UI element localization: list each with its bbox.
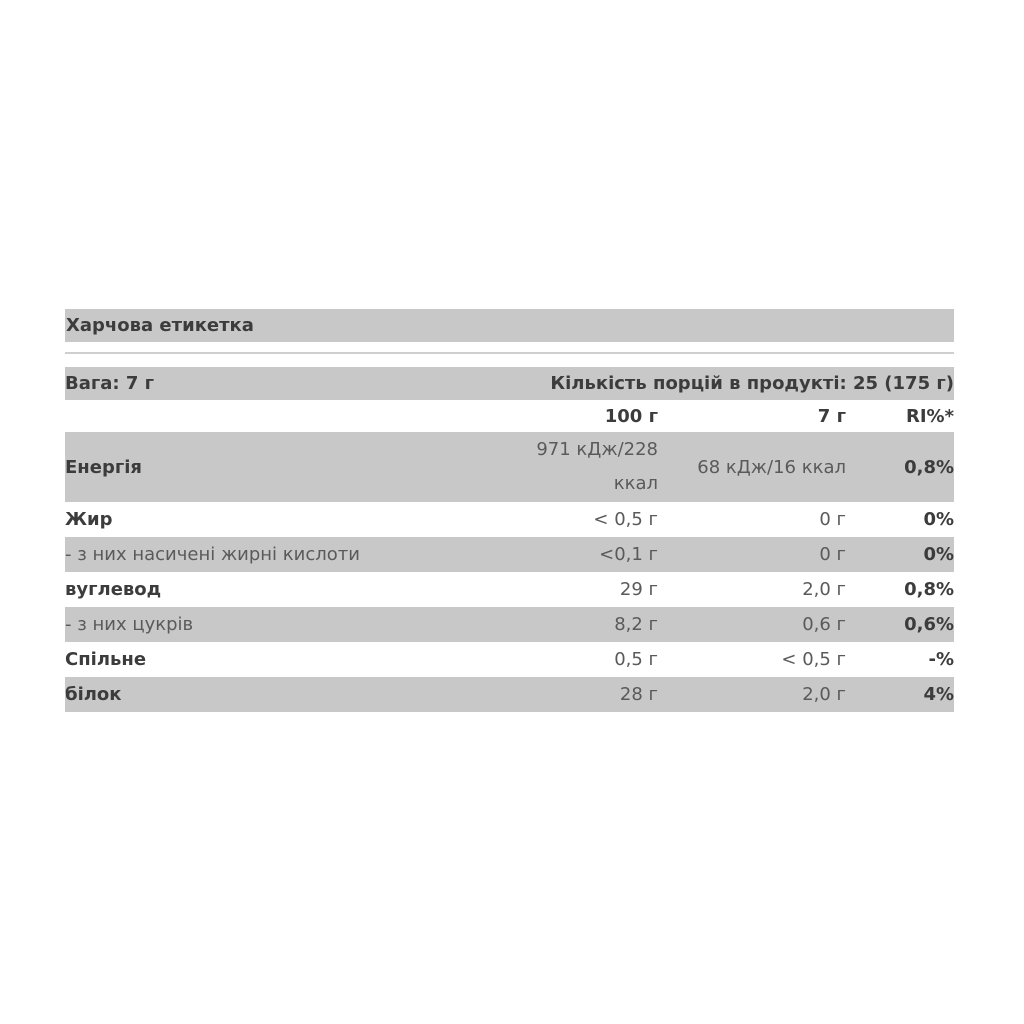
nutrition-label — [65, 309, 954, 712]
energy-per-100g-kj: 971 кДж/228 — [536, 439, 658, 460]
table-row — [65, 537, 954, 572]
nutrient-name: - з них насичені жирні кислоти — [65, 537, 472, 572]
table-row — [65, 607, 954, 642]
value-per-100g: 29 г — [619, 579, 658, 600]
value-per-serving: 2,0 г — [802, 579, 846, 600]
value-ri: 0,8% — [846, 432, 954, 502]
table-row — [65, 572, 954, 607]
servings-per-package: Кількість порцій в продукті: 25 (175 г) — [550, 373, 954, 394]
header-per-serving: 7 г — [817, 405, 846, 427]
table-row — [65, 642, 954, 677]
nutrient-name: Енергія — [65, 432, 472, 502]
header-ri: RI%* — [905, 405, 954, 427]
value-per-100g — [472, 432, 658, 502]
value-ri: 0% — [923, 509, 954, 530]
value-ri: 0,8% — [904, 579, 954, 600]
nutrient-name: - з них цукрів — [65, 607, 472, 642]
value-per-serving: 0 г — [658, 537, 846, 572]
nutrient-name: вуглевод — [65, 579, 162, 600]
value-per-100g: 28 г — [472, 677, 658, 712]
value-per-serving: 68 кДж/16 ккал — [658, 432, 846, 502]
value-ri: -% — [928, 649, 954, 670]
value-per-100g: 0,5 г — [614, 649, 658, 670]
nutrient-name: Спільне — [65, 649, 147, 670]
value-ri: 4% — [846, 677, 954, 712]
value-ri: 0% — [846, 537, 954, 572]
nutrient-name: білок — [65, 677, 472, 712]
energy-per-100g-kcal: ккал — [613, 473, 658, 494]
title-divider — [65, 352, 954, 354]
serving-weight: Вага: 7 г — [65, 373, 155, 394]
table-row — [65, 502, 954, 537]
header-per-100g: 100 г — [604, 405, 658, 427]
serving-info-row — [65, 367, 954, 400]
value-per-serving: < 0,5 г — [781, 649, 846, 670]
value-per-100g: 8,2 г — [472, 607, 658, 642]
value-per-100g: < 0,5 г — [593, 509, 658, 530]
table-header-row — [65, 400, 954, 432]
nutrition-table — [65, 400, 954, 712]
nutrient-name: Жир — [65, 509, 113, 530]
value-per-serving: 0,6 г — [658, 607, 846, 642]
value-per-serving: 2,0 г — [658, 677, 846, 712]
value-ri: 0,6% — [846, 607, 954, 642]
header-nutrient — [65, 400, 472, 432]
value-per-100g: <0,1 г — [472, 537, 658, 572]
table-row — [65, 677, 954, 712]
value-per-serving: 0 г — [819, 509, 846, 530]
table-row — [65, 432, 954, 502]
label-title: Харчова етикетка — [65, 309, 954, 342]
